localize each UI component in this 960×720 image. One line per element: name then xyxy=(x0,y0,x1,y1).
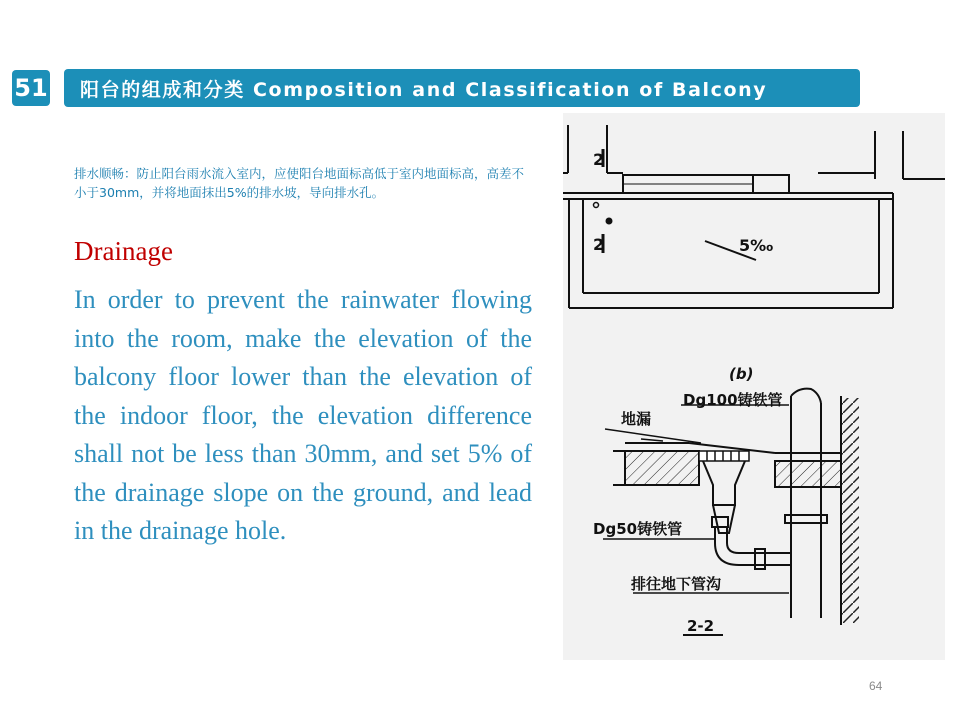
section-slab xyxy=(613,443,841,487)
drain-funnel xyxy=(703,461,745,533)
section-name-label: 2-2 xyxy=(687,617,715,635)
section-wall xyxy=(841,396,859,625)
section-heading: Drainage xyxy=(74,236,173,266)
pipe-50 xyxy=(712,517,771,569)
pipe-100-label: Dg100铸铁管 xyxy=(683,391,783,409)
pipe-50-label: Dg50铸铁管 xyxy=(593,520,683,538)
slide-number-badge: 51 xyxy=(12,70,50,106)
page-number: 64 xyxy=(869,679,883,693)
section-mark-top: 2 xyxy=(593,150,605,169)
pipe-100 xyxy=(771,389,827,618)
floor-drain xyxy=(699,451,749,461)
slope-label: 5‰ xyxy=(739,236,774,255)
section-mark-bottom: 2 xyxy=(593,235,605,254)
body-paragraph: In order to prevent the rainwater flowing into the room, make the elevation of the balcony floor lower than the elevation of the indoor floor, the elevation difference shall not be less than 30mm, and set 5% of the drainage slope on the ground, and lead in the drainage hole. xyxy=(74,285,532,545)
floor-drain-label: 地漏 xyxy=(621,410,652,428)
chinese-description: 排水顺畅：防止阳台雨水流入室内，应使阳台地面标高低于室内地面标高，高差不小于30mm，并将地面抹出5%的排水坡，导向排水孔。 xyxy=(74,166,525,200)
slide-title: 阳台的组成和分类 Composition and Classification of Balcony xyxy=(64,69,860,107)
caption-b: (b) xyxy=(729,365,754,383)
to-underground-label: 排往地下管沟 xyxy=(631,575,722,593)
plan-view xyxy=(563,125,945,308)
balcony-drainage-diagram xyxy=(563,113,945,660)
